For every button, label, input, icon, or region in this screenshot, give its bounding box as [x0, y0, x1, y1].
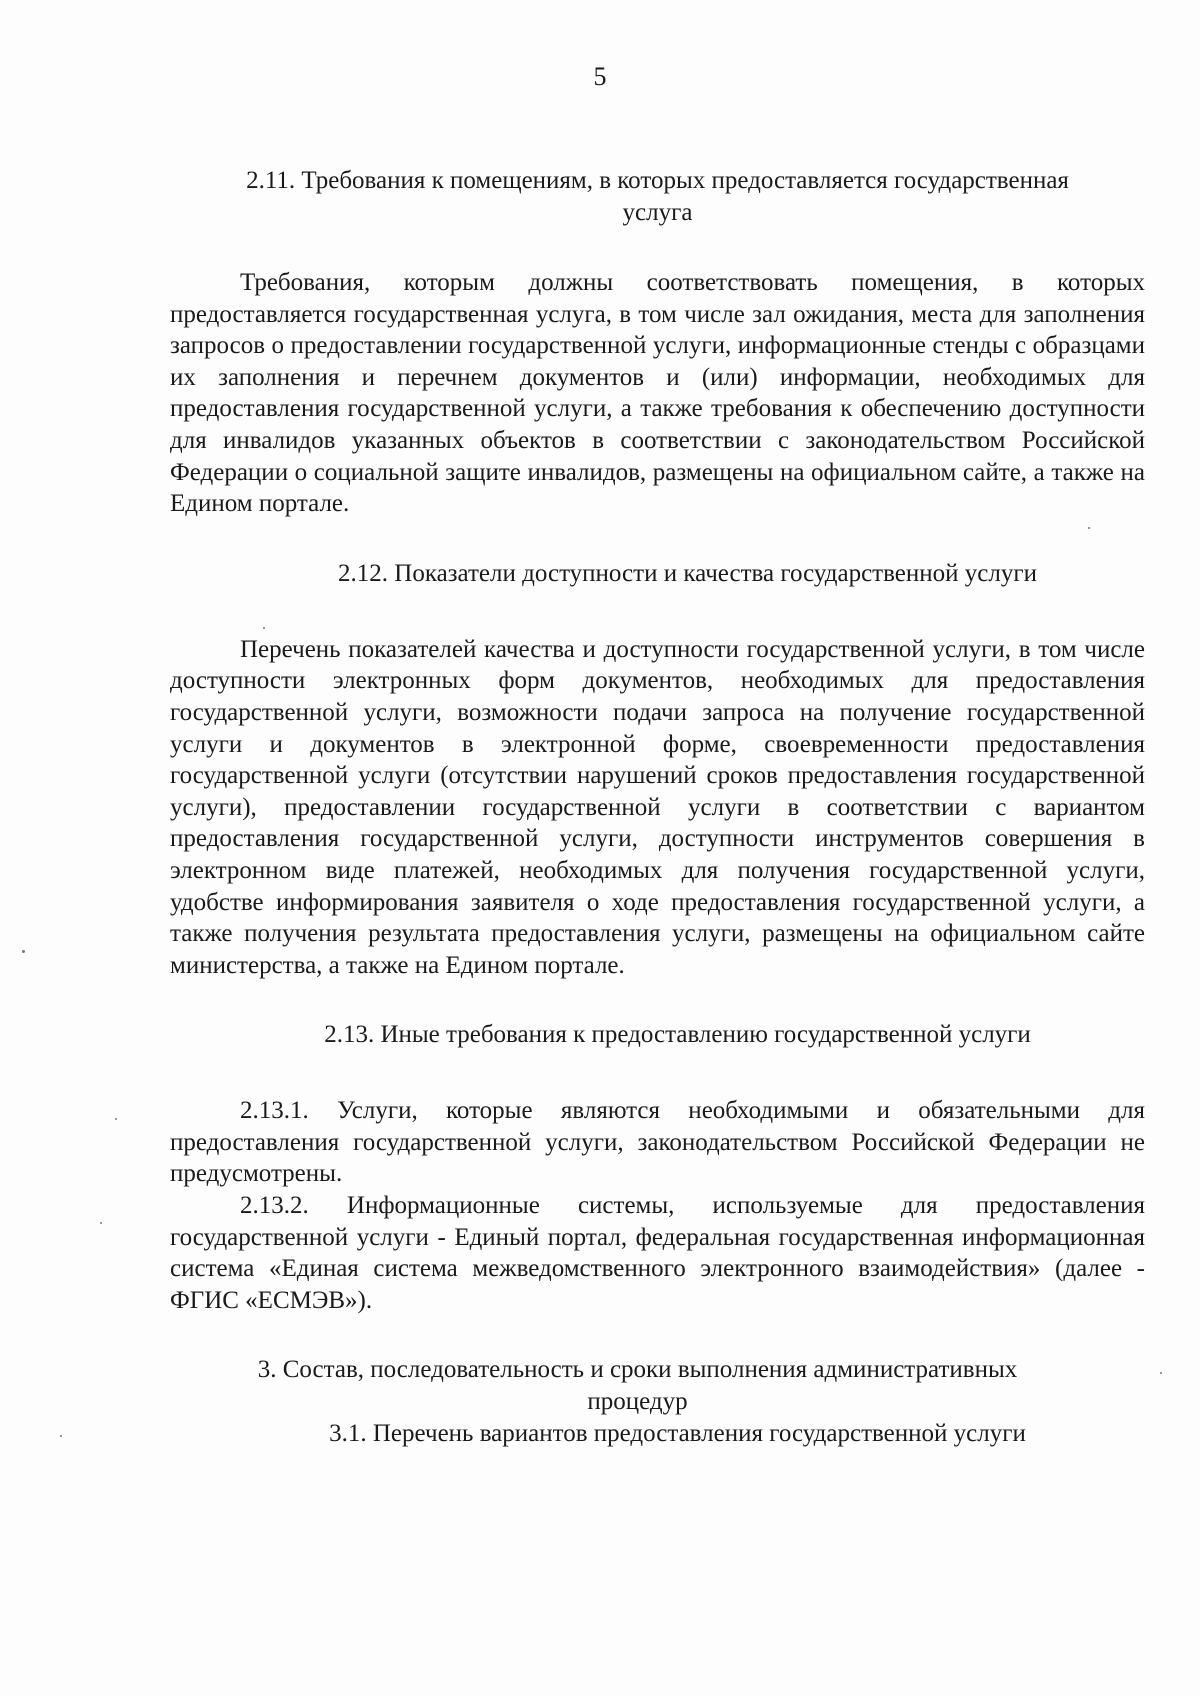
scan-speck	[115, 1118, 117, 1120]
section-2-12-paragraph: Перечень показателей качества и доступности государственной услуги, в том числе доступности электронных форм документов, необходимых для предоставления государственной услуги, возможности подачи запроса на получение государственной услуги и документов в электронной форме, своевременности предоставления государственной услуги (отсутствии нарушений сроков предоставления государственной услуги), предоставлении государственной услуги в соответствии с вариантом предоставления государственной услуги, доступности инструментов совершения в электронном виде платежей, необходимых для получения государственной услуги, удобстве информирования заявителя о ходе предоставления государственной услуги, а также получения результата предоставления услуги, размещены на официальном сайте министерства, а также на Едином портале.	[170, 635, 1145, 979]
section-2-13-heading: 2.13. Иные требования к предоставлению государственной услуги	[324, 1021, 1031, 1049]
scan-speck	[1160, 1372, 1162, 1374]
page-number: 5	[593, 62, 607, 91]
section-2-13-1-paragraph: 2.13.1. Услуги, которые являются необходимыми и обязательными для предоставления государственной услуги, законодательством Российской Федерации не предусмотрены.	[170, 1097, 1145, 1188]
scan-speck	[100, 1222, 102, 1224]
section-2-12-heading: 2.12. Показатели доступности и качества государственной услуги	[338, 559, 1037, 587]
page-content	[170, 165, 1145, 1450]
scan-speck	[60, 1435, 62, 1437]
section-2-11-heading: 2.11. Требования к помещениям, в которых предоставляется государственная услуга	[246, 167, 1069, 226]
scan-speck	[22, 950, 25, 953]
scan-speck	[1088, 527, 1090, 529]
section-2-11-paragraph: Требования, которым должны соответствовать помещения, в которых предоставляется государственная услуга, в том числе зал ожидания, места для заполнения запросов о предоставлении государственной услуги, информационные стенды с образцами их заполнения и перечнем документов и (или) информации, необходимых для предоставления государственной услуги, а также требования к обеспечению доступности для инвалидов указанных объектов в соответствии с законодательством Российской Федерации о социальной защите инвалидов, размещены на официальном сайте, а также на Едином портале.	[170, 269, 1145, 518]
section-3-heading: 3. Состав, последовательность и сроки выполнения административных процедур	[257, 1356, 1018, 1416]
scan-speck	[263, 627, 265, 629]
section-2-13-2-paragraph: 2.13.2. Информационные системы, используемые для предоставления государственной услуги - Единый портал, федеральная государственная информационная система «Единая система межведомственного электронного взаимодействия» (далее - ФГИС «ЕСМЭВ»).	[170, 1192, 1145, 1314]
section-3-1-heading: 3.1. Перечень вариантов предоставления государственной услуги	[329, 1420, 1026, 1448]
